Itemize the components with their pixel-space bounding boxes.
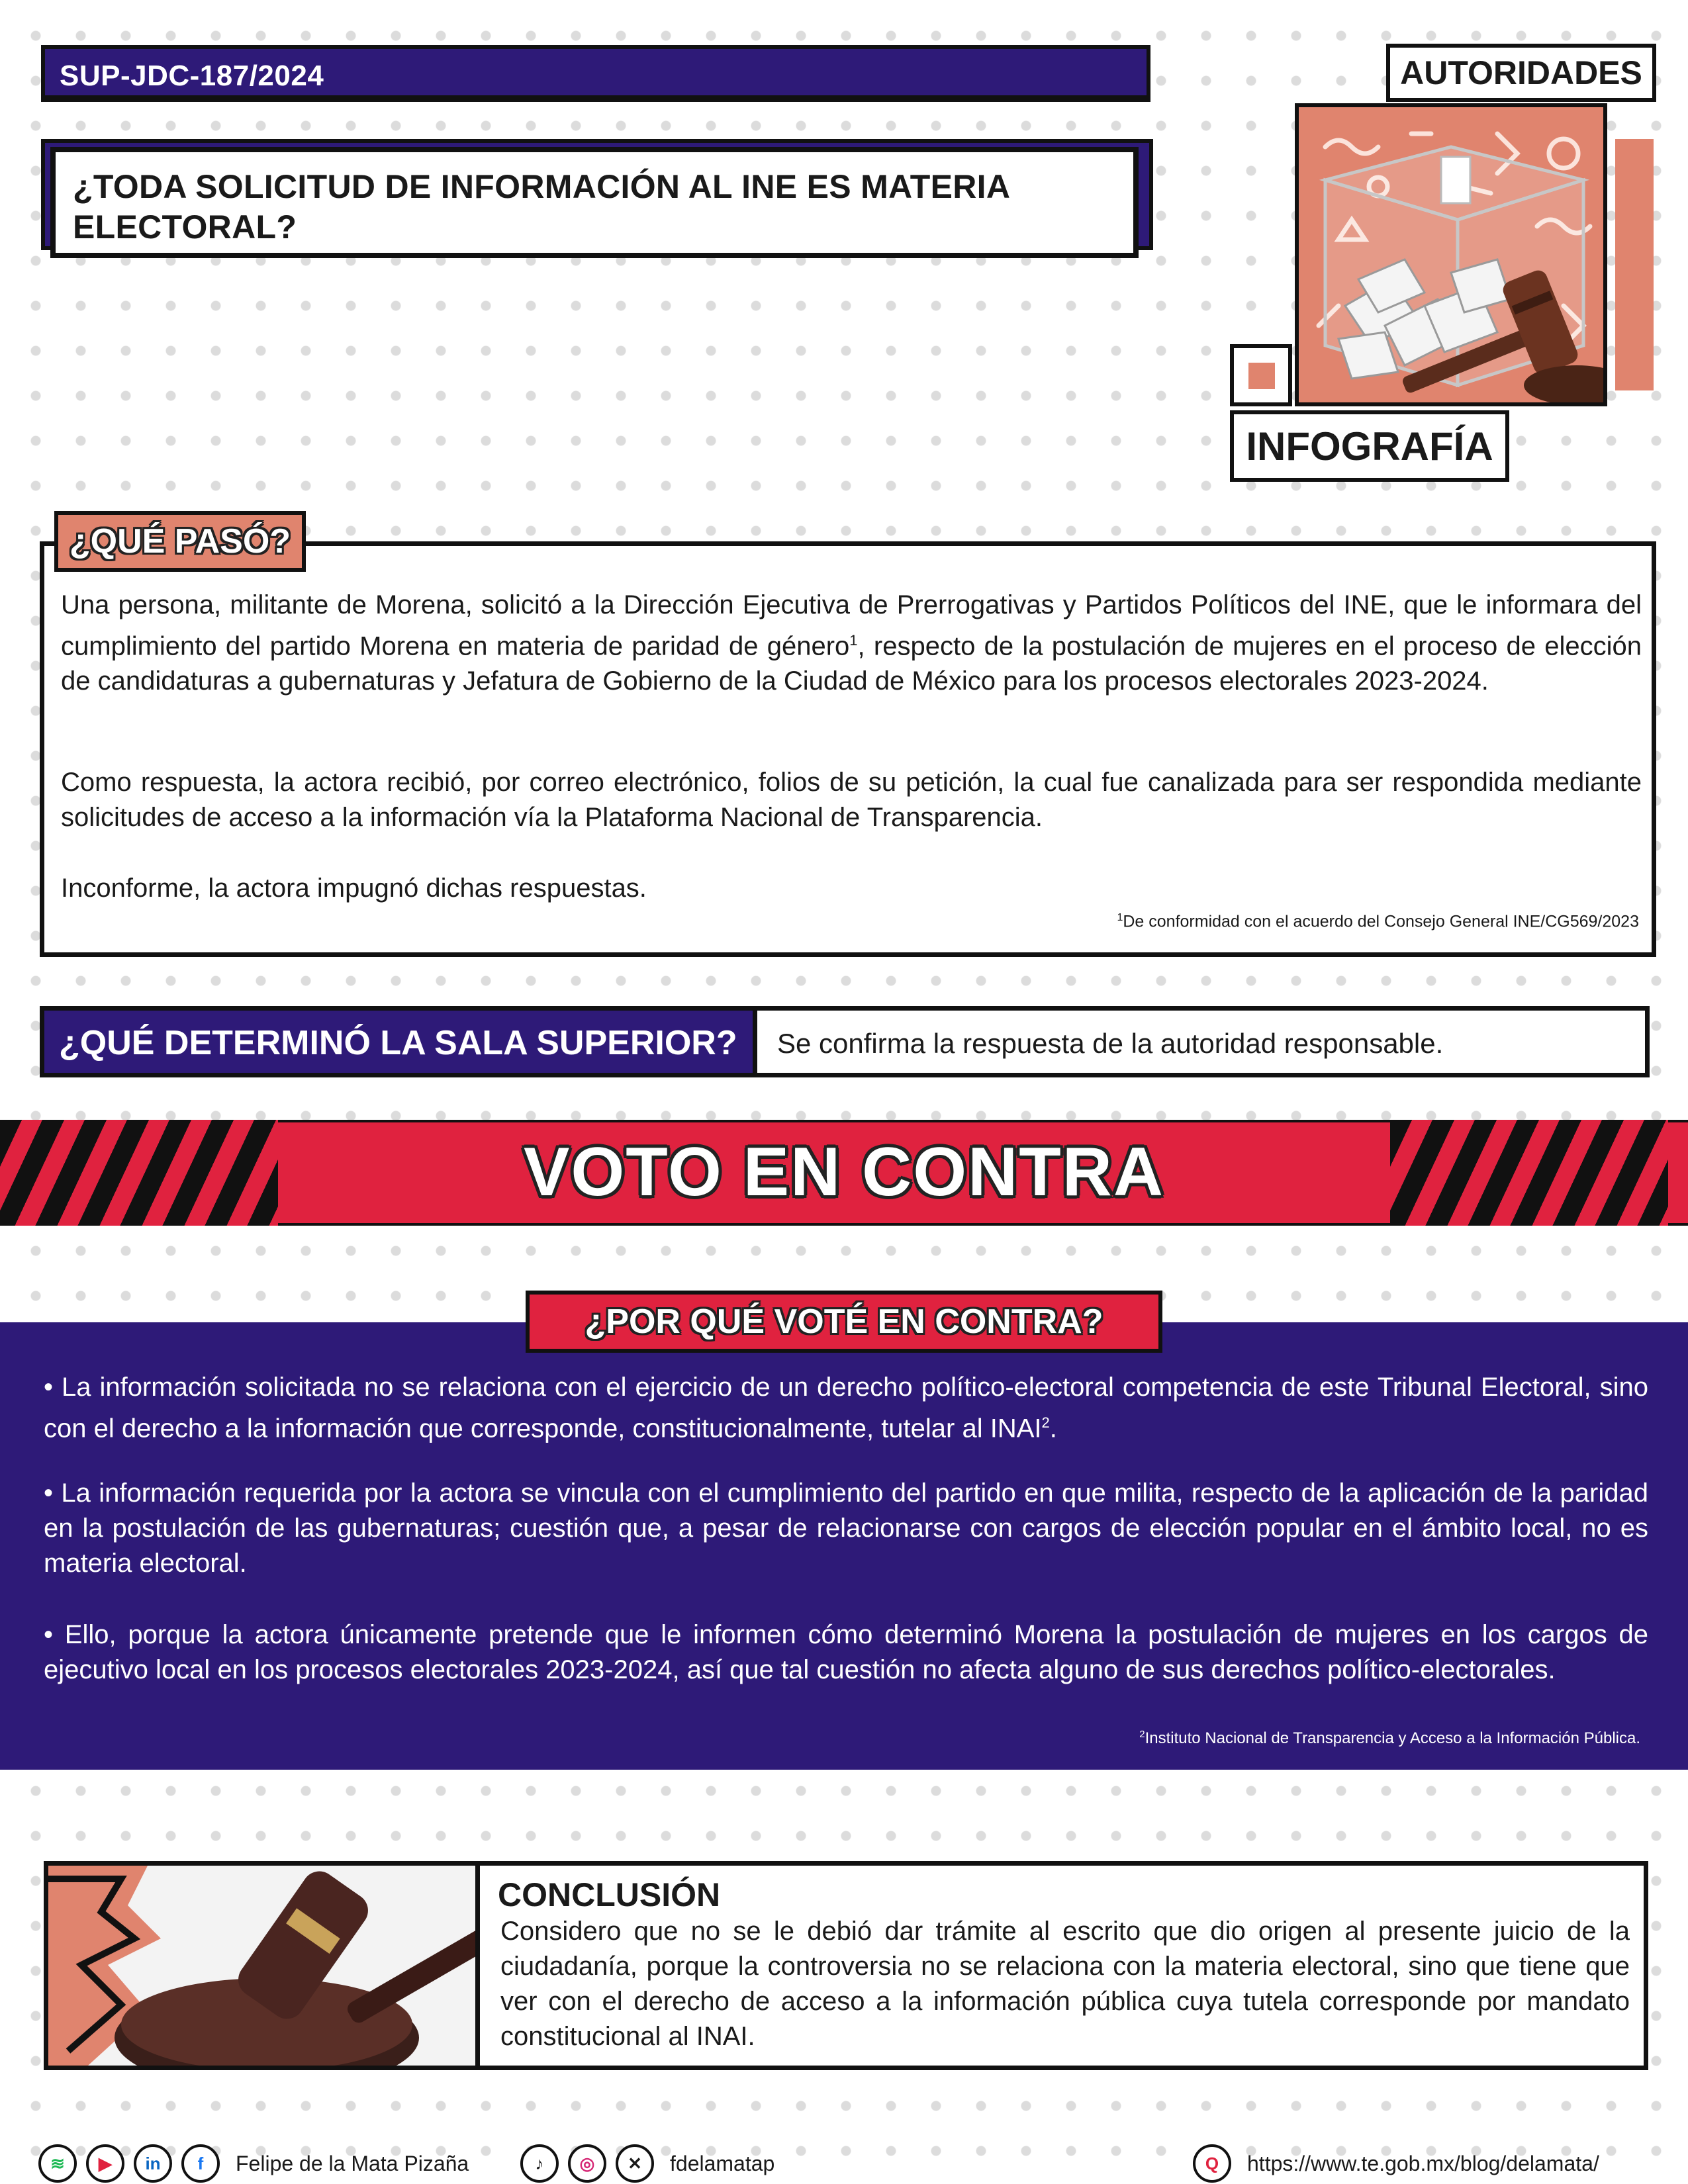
- conclusion-title: CONCLUSIÓN: [498, 1876, 721, 1913]
- what-happened-paragraph-1: Una persona, militante de Morena, solicitó a la Dirección Ejecutiva de Prerrogativas y Partidos Políticos del INE, que le informara del cumplimiento del partido Morena en materia de paridad de género$^1$, respecto de la postulación de mujeres en el proceso de elección de candidaturas a gubernaturas y Jefatura de Gobierno de la Ciudad de México para los procesos electorales 2023-2024.: [61, 590, 1642, 696]
- reasons-label: ¿POR QUÉ VOTÉ EN CONTRA?: [526, 1291, 1162, 1353]
- footer-url[interactable]: https://www.te.gob.mx/blog/delamata/: [1247, 2151, 1599, 2175]
- ballot-box-illustration: [1295, 103, 1607, 406]
- vote-against-title: VOTO EN CONTRA: [524, 1134, 1164, 1210]
- footer-social-group-1: [38, 2144, 469, 2183]
- gavel-graphic: [48, 1866, 480, 2066]
- footnote-ref-2: 2: [1041, 1414, 1050, 1431]
- x-icon[interactable]: ✕: [616, 2144, 654, 2183]
- footnote-1: $^1$De conformidad con el acuerdo del Consejo General INE/CG569/2023: [1117, 912, 1639, 931]
- what-happened-label: ¿QUÉ PASÓ?: [54, 511, 306, 572]
- web-icon[interactable]: Q: [1193, 2144, 1231, 2183]
- decorative-stripe: [1615, 139, 1654, 390]
- page-title: ¿TODA SOLICITUD DE INFORMACIÓN AL INE ES MATERIA ELECTORAL?: [50, 147, 1139, 258]
- instagram-icon[interactable]: ◎: [568, 2144, 606, 2183]
- case-number-bar: [41, 45, 1150, 102]
- what-happened-paragraph-2: Como respuesta, la actora recibió, por correo electrónico, folios de su petición, la cual fue canalizada para ser respondida mediante solicitudes de acceso a la información vía la Plataforma Nacional de Transparencia.: [61, 768, 1642, 832]
- what-happened-paragraph-3: Inconforme, la actora impugnó dichas respuestas.: [61, 874, 647, 903]
- footer-handle[interactable]: fdelamatap: [670, 2151, 775, 2175]
- footer-social-group-2: [520, 2144, 774, 2183]
- youtube-icon[interactable]: ▶: [86, 2144, 124, 2183]
- facebook-icon[interactable]: f: [181, 2144, 220, 2183]
- conclusion-text: Considero que no se le debió dar trámite al escrito que dio origen al presente juicio de la ciudadanía, porque la controversia no se relaciona con la materia electoral, sino que tiene que ver con el derecho de acceso a la información pública cuya tutela corresponde por mandato constitucional al INAI.: [500, 1917, 1630, 2051]
- determination-label: ¿QUÉ DETERMINÓ LA SALA SUPERIOR?: [44, 1011, 753, 1073]
- footnote-2: $^2$Instituto Nacional de Transparencia y Acceso a la Información Pública.: [1139, 1729, 1640, 1747]
- footnote-ref-1: 1: [849, 632, 858, 649]
- category-label: AUTORIDADES: [1386, 44, 1656, 102]
- footer-web-group: [1193, 2144, 1599, 2183]
- footer-name[interactable]: Felipe de la Mata Pizaña: [236, 2151, 469, 2175]
- conclusion-gavel-image: [48, 1866, 480, 2066]
- reason-bullet-3: • Ello, porque la actora únicamente pretende que le informen cómo determinó Morena la postulación de mujeres en los cargos de ejecutivo local en los procesos electorales 2023-2024, así que tal cuestión no afecta alguno de sus derechos político-electorales.: [44, 1620, 1648, 1684]
- determination-text: Se confirma la respuesta de la autoridad responsable.: [753, 1011, 1463, 1073]
- tiktok-icon[interactable]: ♪: [520, 2144, 559, 2183]
- ballot-box-gavel-graphic: [1299, 107, 1603, 402]
- linkedin-icon[interactable]: in: [134, 2144, 172, 2183]
- reason-bullet-2: • La información requerida por la actora se vincula con el cumplimiento del partido en que milita, respecto de la aplicación de la paridad en la postulación de las gubernaturas; cuestión que, a pesar de relacionarse con cargos de elección popular en el ámbito local, no es materia electoral.: [44, 1479, 1648, 1578]
- decorative-square: [1248, 363, 1275, 389]
- reason-bullet-1: • La información solicitada no se relaciona con el ejercicio de un derecho político-electoral competencia de este Tribunal Electoral, sino con el derecho a la información que corresponde, constitucionalmente, tutelar al INAI$^2$.: [44, 1373, 1648, 1443]
- case-number: SUP-JDC-187/2024: [60, 60, 324, 92]
- spotify-icon[interactable]: ≋: [38, 2144, 77, 2183]
- determination-box: [40, 1006, 1650, 1077]
- type-label: INFOGRAFÍA: [1230, 410, 1509, 482]
